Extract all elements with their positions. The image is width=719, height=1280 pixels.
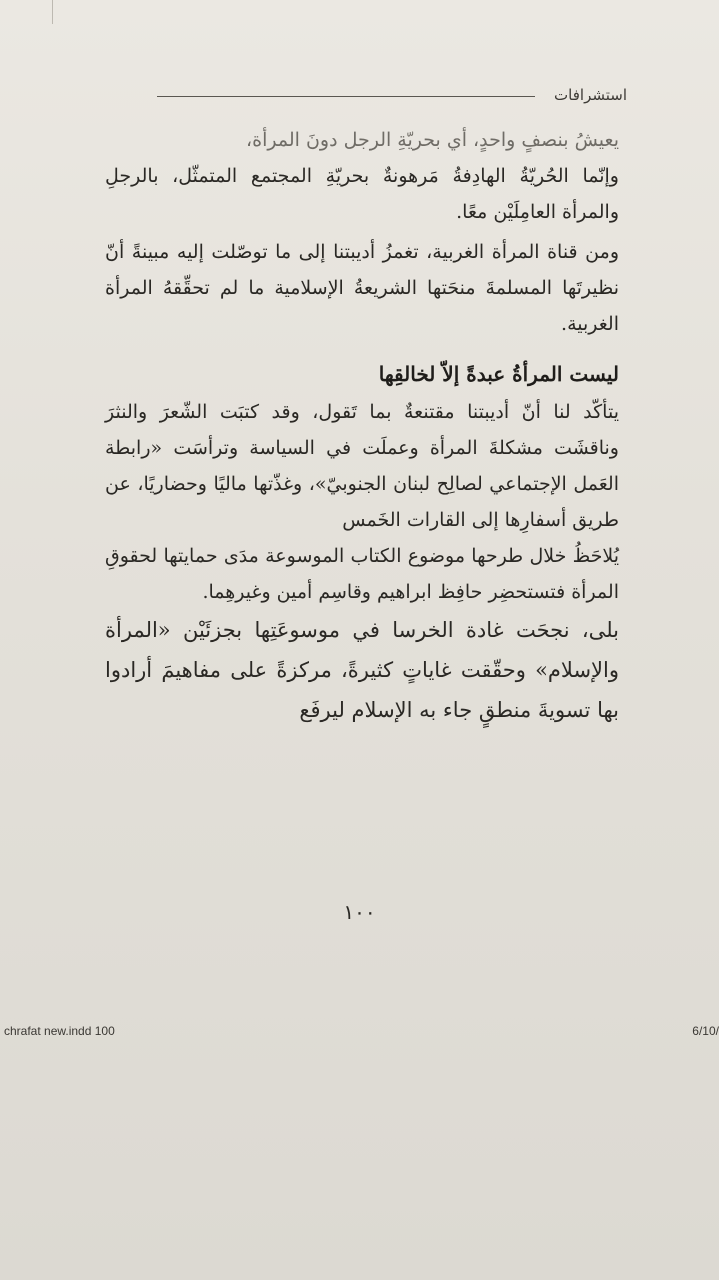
running-header [157, 86, 627, 110]
section-heading: ليست المرأةُ عبدةً إلاّ لخالقِها [378, 362, 619, 386]
paragraph-author-profile: يتأكّد لنا أنّ أديبتنا مقتنعةٌ بما تَقول، وقد كتبَت الشّعرَ والنثرَ وناقشَت مشكلةَ المرأة وعملَت في السياسة وترأسَت «رابطة العَمل الإجتماعي لصالِح لبنان الجنوبيّ»، وغذّتها ماليًا وحضاريًا، عن طريق أسفارِها إلى القارات الخَمس [105, 401, 619, 531]
page-fold-line [52, 0, 53, 24]
paragraph-continuation: وإنّما الحُريّةُ الهادِفةُ مَرهونةٌ بحريّةِ المجتمع المتمثّل، بالرجلِ والمرأة العامِلَيْن معًا. [105, 165, 619, 223]
header-rule [157, 96, 535, 97]
paragraph-western-woman: ومن قناة المرأة الغربية، تغمزُ أديبتنا إلى ما توصّلت إليه مبينةً أنّ نظيرتَها المسلمةَ منحَتها الشريعةُ الإسلامية ما لم تحقِّقهُ المرأة الغربية. [105, 241, 619, 335]
body-text [105, 122, 619, 730]
paragraph-rights-protection: يُلاحَظُ خلال طرحها موضوع الكتاب الموسوعة مدَى حمايتها لحقوقِ المرأة فتستحضِر حافِظ ابراهيم وقاسِم أمين وغيرهِما. [105, 545, 619, 603]
paragraph-continuation-first-line: يعيشُ بنصفٍ واحدٍ، أي بحريّةِ الرجل دونَ المرأة، [246, 129, 619, 151]
footer-date: 6/10/ [692, 1024, 719, 1038]
footer-filename: chrafat new.indd 100 [4, 1024, 115, 1038]
paragraph-conclusion: بلى، نجحَت غادة الخرسا في موسوعَتِها بجزئَيْن «المرأة والإسلام» وحقّقت غاياتٍ كثيرةً، مركزةً على مفاهيمَ أرادوا بها تسويةَ منطقٍ جاء به الإسلام ليرفَع [105, 618, 619, 722]
header-title: استشرافات [554, 86, 627, 104]
page-number: ١٠٠ [343, 900, 376, 924]
